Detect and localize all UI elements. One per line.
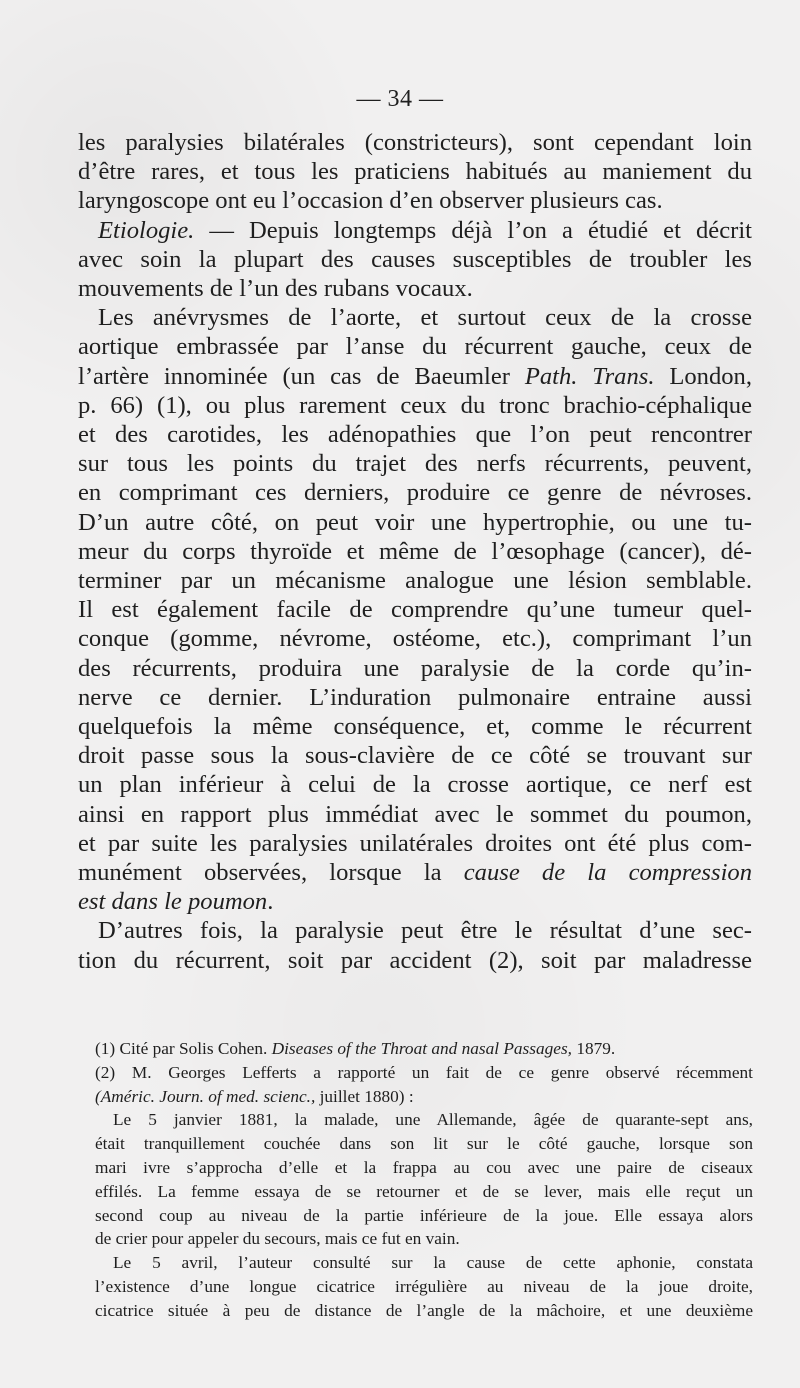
paragraph-accident [78, 916, 752, 974]
text-line: Les anévrysmes de l’aorte, et surtout ceux de la crosse [98, 304, 752, 332]
paragraph-causes [78, 303, 752, 916]
text-line: Il est également facile de comprendre qu’une tumeur quel- [78, 596, 752, 624]
footnote-case-paragraph-2 [95, 1251, 753, 1322]
footnote-1 [95, 1037, 753, 1061]
text-line: droit passe sous la sous-clavière de ce côté se trouvant sur [78, 742, 752, 770]
footnote-line: Le 5 janvier 1881, la malade, une Allemande, âgée de quarante-sept ans, [113, 1110, 753, 1130]
text-line: sur tous les points du trajet des nerfs récurrents, peuvent, [78, 450, 752, 478]
italic-phrase: cause de la compression [463, 859, 752, 887]
text-line: p. 66) (1), ou plus rarement ceux du tronc brachio-céphalique [78, 391, 752, 419]
footnote-case-paragraph-1 [95, 1108, 753, 1251]
footnote-text: 1879. [572, 1039, 616, 1058]
text-line: ainsi en rapport plus immédiat avec le sommet du poumon, [78, 800, 752, 828]
inline-text: London, [654, 362, 752, 390]
text-line: tion du récurrent, soit par accident (2), soit par maladresse [78, 946, 752, 974]
text-line: d’être rares, et tous les praticiens habitués au maniement du [78, 158, 752, 186]
text-line: conque (gomme, névrome, ostéome, etc.), comprimant l’un [78, 625, 752, 653]
text-line [78, 362, 752, 391]
footnote-line: l’existence d’une longue cicatrice irrégulière au niveau de la joue droite, [95, 1276, 753, 1296]
footnote-italic: (Améric. Journ. of med. scienc., [95, 1086, 316, 1106]
paragraph-etiologie [78, 216, 752, 304]
footnote-line: second coup au niveau de la partie inférieure de la joue. Elle essaya alors [95, 1205, 753, 1225]
text-line: nerve ce dernier. L’induration pulmonaire entraine aussi [78, 683, 752, 711]
text-line: aortique embrassée par l’anse du récurrent gauche, ceux de [78, 333, 752, 361]
footnote-2 [95, 1061, 753, 1109]
footnote-line: mari ivre s’approcha d’elle et la frappa au cou avec une paire de ciseaux [95, 1157, 753, 1177]
footnote-line [95, 1085, 753, 1109]
footnotes [95, 1037, 753, 1323]
inline-text: munément observées, lorsque la [78, 859, 464, 887]
text-line: en comprimant ces derniers, produire ce genre de névroses. [78, 479, 752, 507]
inline-text: l’artère innominée (un cas de Baeumler [78, 362, 525, 390]
footnote-line: était tranquillement couchée dans son lit sur le côté gauche, lorsque son [95, 1134, 753, 1154]
footnote-line: (2) M. Georges Lefferts a rapporté un fait de ce genre observé récemment [95, 1062, 753, 1082]
text-line: les paralysies bilatérales (constricteurs), sont cependant loin [78, 129, 752, 156]
footnote-line [95, 1037, 753, 1061]
footnote-text: juillet 1880) : [315, 1086, 414, 1106]
text-line: D’autres fois, la paralysie peut être le résultat d’une sec- [98, 917, 752, 945]
text-line: D’un autre côté, on peut voir une hypertrophie, ou une tu- [78, 508, 752, 536]
main-text [78, 128, 752, 975]
text-line: terminer par un mécanisme analogue une lésion semblable. [78, 567, 752, 595]
footnote-line: cicatrice située à peu de distance de l’angle de la mâchoire, et une deuxième [95, 1300, 753, 1320]
text-line: meur du corps thyroïde et même de l’œsophage (cancer), dé- [78, 537, 752, 565]
inline-text: — Depuis longtemps déjà l’on a étudié et décrit [194, 216, 752, 244]
text-line [78, 858, 752, 887]
section-heading: Etiologie. [98, 216, 195, 244]
text-line [78, 216, 752, 245]
text-line: laryngoscope ont eu l’occasion d’en observer plusieurs cas. [78, 187, 663, 215]
text-line: et par suite les paralysies unilatérales droites ont été plus com- [78, 829, 752, 857]
footnote-line: effilés. La femme essaya de se retourner et de se lever, mais elle reçut un [95, 1181, 753, 1201]
italic-phrase: est dans le poumon [78, 888, 268, 916]
text-line: quelquefois la même conséquence, et, comme le récurrent [78, 713, 752, 741]
text-line: un plan inférieur à celui de la crosse aortique, ce nerf est [78, 771, 752, 799]
text-line: mouvements de l’un des rubans vocaux. [78, 275, 473, 303]
footnote-text: (1) Cité par Solis Cohen. [95, 1039, 272, 1058]
paragraph-1 [78, 128, 752, 216]
inline-text: . [267, 888, 274, 916]
citation-italic: Path. Trans. [524, 362, 655, 390]
footnote-line: de crier pour appeler du secours, mais ce fut en vain. [95, 1229, 460, 1249]
footnote-line: Le 5 avril, l’auteur consulté sur la cause de cette aphonie, constata [113, 1253, 753, 1273]
text-line: et des carotides, les adénopathies que l’on peut rencontrer [78, 421, 752, 449]
text-line: des récurrents, produira une paralysie de la corde qu’in- [78, 654, 752, 682]
text-line: avec soin la plupart des causes susceptibles de troubler les [78, 245, 752, 273]
page-number: — 34 — [356, 86, 444, 112]
text-line [78, 887, 752, 916]
footnote-italic: Diseases of the Throat and nasal Passages, [271, 1039, 572, 1058]
